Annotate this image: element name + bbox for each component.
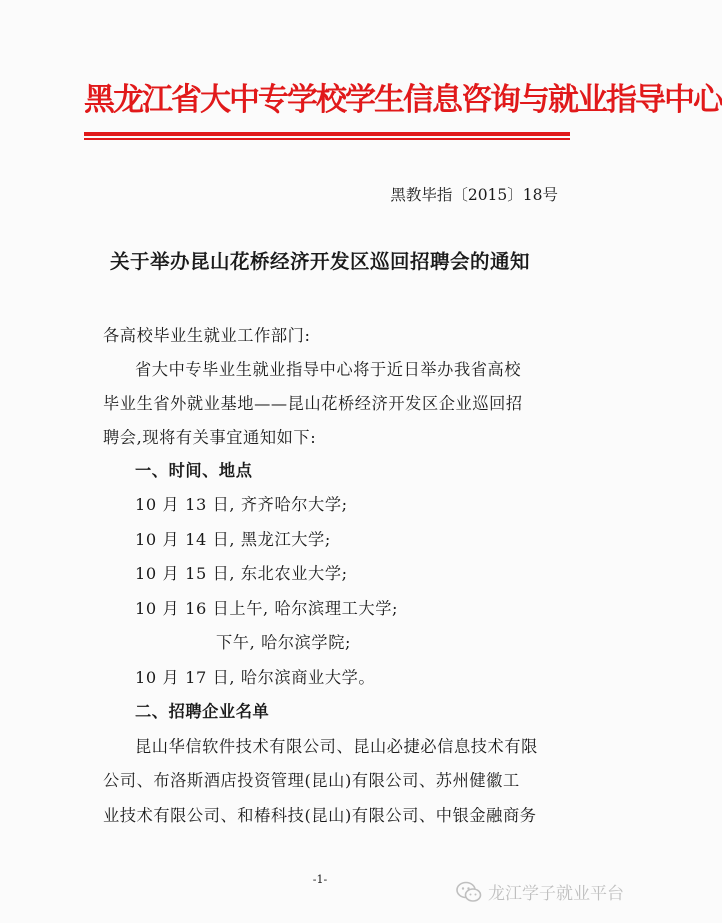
section-heading-companies: 二、招聘企业名单 [135, 702, 270, 721]
document-number: 黑教毕指〔2015〕18号 [390, 186, 558, 204]
company-line: 公司、布洛斯酒店投资管理(昆山)有限公司、苏州健徽工 [103, 771, 520, 790]
header-rule-thin [84, 138, 570, 140]
wechat-icon [456, 881, 482, 903]
schedule-item: 10 月 16 日上午, 哈尔滨理工大学; [135, 599, 399, 618]
schedule-item: 下午, 哈尔滨学院; [216, 633, 352, 652]
section-heading-time-place: 一、时间、地点 [135, 461, 253, 480]
salutation: 各高校毕业生就业工作部门: [103, 326, 311, 345]
org-header: 黑龙江省大中专学校学生信息咨询与就业指导中心 [84, 82, 722, 118]
schedule-item: 10 月 15 日, 东北农业大学; [135, 564, 348, 583]
page-number: -1- [312, 873, 328, 886]
schedule-item: 10 月 17 日, 哈尔滨商业大学。 [135, 668, 376, 687]
intro-line: 聘会,现将有关事宜通知如下: [103, 428, 317, 447]
company-line: 业技术有限公司、和椿科技(昆山)有限公司、中银金融商务 [103, 806, 537, 825]
watermark [456, 879, 624, 904]
watermark-text: 龙江学子就业平台 [488, 884, 624, 904]
intro-line: 毕业生省外就业基地——昆山花桥经济开发区企业巡回招 [103, 394, 523, 413]
intro-line: 省大中专毕业生就业指导中心将于近日举办我省高校 [135, 360, 522, 379]
document-title: 关于举办昆山花桥经济开发区巡回招聘会的通知 [109, 250, 530, 273]
company-line: 昆山华信软件技术有限公司、昆山必捷必信息技术有限 [135, 737, 538, 756]
header-rule-thick [84, 132, 570, 136]
schedule-item: 10 月 13 日, 齐齐哈尔大学; [135, 495, 348, 514]
schedule-item: 10 月 14 日, 黑龙江大学; [135, 530, 331, 549]
